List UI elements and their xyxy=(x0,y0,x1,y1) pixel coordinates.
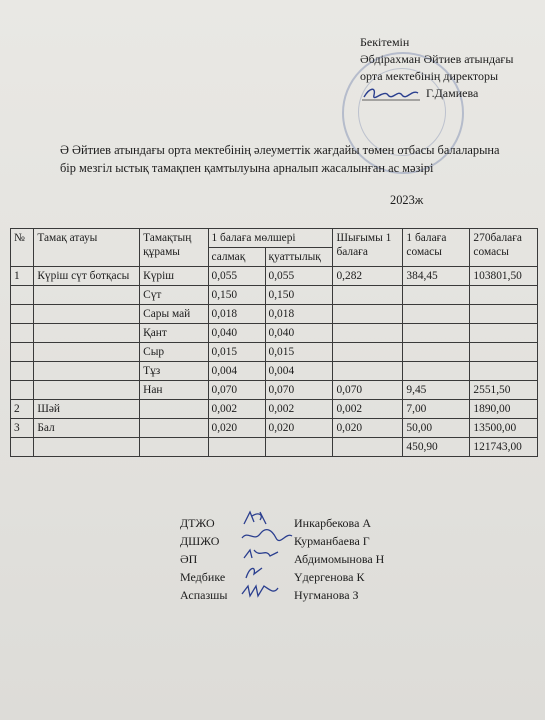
row-weight: 0,055 xyxy=(208,267,265,286)
row-price-one xyxy=(403,286,470,305)
signature-name: Абдимомынова Н xyxy=(294,552,385,566)
row-num xyxy=(11,305,34,324)
row-expense xyxy=(333,324,403,343)
row-price-all: 13500,00 xyxy=(470,419,538,438)
row-weight: 0,002 xyxy=(208,400,265,419)
row-energy: 0,018 xyxy=(265,305,333,324)
row-price-all: 1890,00 xyxy=(470,400,538,419)
row-price-one: 450,90 xyxy=(403,438,470,457)
row-weight xyxy=(208,438,265,457)
row-num: 1 xyxy=(11,267,34,286)
signature-name: Инкарбекова А xyxy=(294,516,372,530)
signature-name: Курманбаева Г xyxy=(294,534,370,548)
row-weight: 0,004 xyxy=(208,362,265,381)
table-row xyxy=(11,381,538,400)
row-energy: 0,020 xyxy=(265,419,333,438)
row-expense xyxy=(333,343,403,362)
approval-block xyxy=(360,34,540,106)
row-energy: 0,004 xyxy=(265,362,333,381)
header-num: № xyxy=(11,229,34,267)
header-weight: салмақ xyxy=(208,248,265,267)
row-energy xyxy=(265,438,333,457)
signature-position: Аспазшы xyxy=(180,588,228,602)
table-row xyxy=(11,438,538,457)
approval-line-1: Бекітемін xyxy=(360,35,410,49)
row-price-one: 384,45 xyxy=(403,267,470,286)
row-composition: Нан xyxy=(140,381,208,400)
signature-position: ӘП xyxy=(180,552,198,566)
row-dish: Күріш сүт ботқасы xyxy=(34,267,140,286)
row-num: 3 xyxy=(11,419,34,438)
director-name: Г.Дамиева xyxy=(426,86,479,100)
header-dish: Тамақ атауы xyxy=(34,229,140,267)
row-composition: Сүт xyxy=(140,286,208,305)
row-weight: 0,015 xyxy=(208,343,265,362)
signature-name: Үдергенова К xyxy=(294,570,365,584)
signature-position: Медбике xyxy=(180,570,226,584)
row-dish xyxy=(34,324,140,343)
row-price-one xyxy=(403,343,470,362)
row-dish xyxy=(34,362,140,381)
row-price-all xyxy=(470,305,538,324)
row-price-all: 121743,00 xyxy=(470,438,538,457)
row-price-one xyxy=(403,305,470,324)
row-dish xyxy=(34,286,140,305)
row-num xyxy=(11,286,34,305)
row-dish xyxy=(34,305,140,324)
row-num xyxy=(11,362,34,381)
row-energy: 0,070 xyxy=(265,381,333,400)
row-dish xyxy=(34,438,140,457)
row-composition xyxy=(140,419,208,438)
document-title: Ә Әйтиев атындағы орта мектебінің әлеуметтік жағдайы төмен отбасы балаларына бір мезгіл ыстық тамақпен қамтылуына арналып жасалынған ас мәзірі xyxy=(60,143,500,175)
row-num: 2 xyxy=(11,400,34,419)
row-expense: 0,070 xyxy=(333,381,403,400)
row-composition: Күріш xyxy=(140,267,208,286)
table-body xyxy=(11,267,538,457)
row-composition: Қант xyxy=(140,324,208,343)
signature-name: Нугманова З xyxy=(294,588,359,602)
row-weight: 0,070 xyxy=(208,381,265,400)
row-expense: 0,020 xyxy=(333,419,403,438)
row-expense xyxy=(333,305,403,324)
row-composition xyxy=(140,400,208,419)
signature-position: ДШЖО xyxy=(180,534,220,548)
row-price-all xyxy=(470,343,538,362)
row-price-all xyxy=(470,286,538,305)
row-price-one xyxy=(403,362,470,381)
row-weight: 0,150 xyxy=(208,286,265,305)
row-price-all: 2551,50 xyxy=(470,381,538,400)
header-price-all: 270балаға сомасы xyxy=(470,229,538,267)
row-energy: 0,055 xyxy=(265,267,333,286)
row-weight: 0,040 xyxy=(208,324,265,343)
row-expense: 0,002 xyxy=(333,400,403,419)
header-price-one: 1 балаға сомасы xyxy=(403,229,470,267)
header-energy: қуаттылық xyxy=(265,248,333,267)
row-num xyxy=(11,324,34,343)
row-expense xyxy=(333,286,403,305)
row-expense xyxy=(333,438,403,457)
document-date: 2023ж xyxy=(390,193,424,207)
row-price-all: 103801,50 xyxy=(470,267,538,286)
row-composition xyxy=(140,438,208,457)
row-num xyxy=(11,343,34,362)
table-row xyxy=(11,362,538,381)
row-price-one: 50,00 xyxy=(403,419,470,438)
table-header-row xyxy=(11,229,538,248)
row-weight: 0,020 xyxy=(208,419,265,438)
table-row xyxy=(11,419,538,438)
table-row xyxy=(11,286,538,305)
row-energy: 0,002 xyxy=(265,400,333,419)
table-row xyxy=(11,267,538,286)
row-energy: 0,150 xyxy=(265,286,333,305)
row-price-one xyxy=(403,324,470,343)
handwritten-signature xyxy=(238,578,294,604)
menu-table xyxy=(10,228,538,457)
row-composition: Сыр xyxy=(140,343,208,362)
row-composition: Тұз xyxy=(140,362,208,381)
row-dish xyxy=(34,381,140,400)
row-dish: Шәй xyxy=(34,400,140,419)
approval-line-2: Әбдірахман Әйтиев атындағы xyxy=(360,52,514,66)
row-composition: Сары май xyxy=(140,305,208,324)
table-row xyxy=(11,400,538,419)
approval-line-3: орта мектебінің директоры xyxy=(360,69,499,83)
row-num xyxy=(11,438,34,457)
row-energy: 0,015 xyxy=(265,343,333,362)
row-weight: 0,018 xyxy=(208,305,265,324)
row-num xyxy=(11,381,34,400)
header-expense: Шығымы 1 балаға xyxy=(333,229,403,267)
row-price-one: 7,00 xyxy=(403,400,470,419)
table-row xyxy=(11,343,538,362)
row-energy: 0,040 xyxy=(265,324,333,343)
director-signature xyxy=(360,85,426,106)
table-row xyxy=(11,305,538,324)
row-dish xyxy=(34,343,140,362)
row-price-all xyxy=(470,362,538,381)
row-price-all xyxy=(470,324,538,343)
header-composition: Тамақтың құрамы xyxy=(140,229,208,267)
row-price-one: 9,45 xyxy=(403,381,470,400)
table-row xyxy=(11,324,538,343)
signature-position: ДТЖО xyxy=(180,516,215,530)
row-dish: Бал xyxy=(34,419,140,438)
director-signature-line xyxy=(360,85,540,106)
row-expense xyxy=(333,362,403,381)
header-norm: 1 балаға мөлшері xyxy=(208,229,333,248)
row-expense: 0,282 xyxy=(333,267,403,286)
